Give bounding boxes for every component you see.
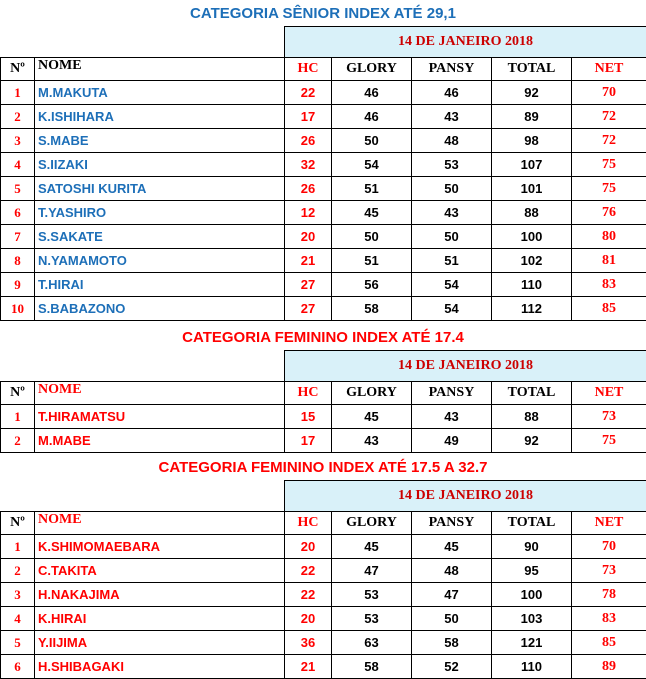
net-score: 83 bbox=[572, 607, 646, 631]
row-number: 3 bbox=[1, 129, 35, 153]
fem2-category-title: CATEGORIA FEMININO INDEX ATÉ 17.5 A 32.7 bbox=[158, 459, 488, 476]
total-score: 107 bbox=[492, 153, 572, 177]
table-row bbox=[1, 177, 646, 201]
header-net: NET bbox=[572, 382, 646, 405]
row-number: 7 bbox=[1, 225, 35, 249]
hc-value: 17 bbox=[285, 105, 332, 129]
table-row bbox=[1, 105, 646, 129]
glory-score: 51 bbox=[332, 249, 412, 273]
table-row bbox=[1, 129, 646, 153]
glory-score: 58 bbox=[332, 297, 412, 321]
table-row bbox=[1, 405, 646, 429]
player-name: S.BABAZONO bbox=[35, 297, 285, 321]
glory-score: 54 bbox=[332, 153, 412, 177]
net-score: 85 bbox=[572, 297, 646, 321]
total-score: 102 bbox=[492, 249, 572, 273]
glory-score: 51 bbox=[332, 177, 412, 201]
hc-value: 15 bbox=[285, 405, 332, 429]
player-name: S.IIZAKI bbox=[35, 153, 285, 177]
pansy-score: 50 bbox=[412, 225, 492, 249]
header-hc: HC bbox=[285, 58, 332, 81]
total-score: 95 bbox=[492, 559, 572, 583]
header-hc: HC bbox=[285, 512, 332, 535]
pansy-score: 49 bbox=[412, 429, 492, 453]
hc-value: 12 bbox=[285, 201, 332, 225]
glory-score: 47 bbox=[332, 559, 412, 583]
hc-value: 27 bbox=[285, 297, 332, 321]
player-name: H.NAKAJIMA bbox=[35, 583, 285, 607]
row-number: 2 bbox=[1, 105, 35, 129]
fem1-header-row bbox=[1, 382, 646, 405]
hc-value: 27 bbox=[285, 273, 332, 297]
net-score: 76 bbox=[572, 201, 646, 225]
net-score: 72 bbox=[572, 105, 646, 129]
row-number: 2 bbox=[1, 559, 35, 583]
player-name: K.ISHIHARA bbox=[35, 105, 285, 129]
header-pansy: PANSY bbox=[412, 382, 492, 405]
total-score: 89 bbox=[492, 105, 572, 129]
glory-score: 53 bbox=[332, 607, 412, 631]
header-no: Nº bbox=[1, 58, 35, 81]
row-number: 10 bbox=[1, 297, 35, 321]
net-score: 89 bbox=[572, 655, 646, 679]
header-name: NOME bbox=[35, 382, 285, 405]
table-row bbox=[1, 607, 646, 631]
table-row bbox=[1, 81, 646, 105]
hc-value: 21 bbox=[285, 655, 332, 679]
fem2-date: 14 DE JANEIRO 2018 bbox=[285, 481, 646, 512]
row-number: 6 bbox=[1, 201, 35, 225]
hc-value: 22 bbox=[285, 81, 332, 105]
player-name: N.YAMAMOTO bbox=[35, 249, 285, 273]
table-row bbox=[1, 535, 646, 559]
header-total: TOTAL bbox=[492, 382, 572, 405]
senior-category-title: CATEGORIA SÊNIOR INDEX ATÉ 29,1 bbox=[190, 5, 456, 22]
player-name: T.YASHIRO bbox=[35, 201, 285, 225]
header-total: TOTAL bbox=[492, 512, 572, 535]
net-score: 70 bbox=[572, 81, 646, 105]
pansy-score: 43 bbox=[412, 405, 492, 429]
table-row bbox=[1, 583, 646, 607]
total-score: 88 bbox=[492, 405, 572, 429]
senior-date-row bbox=[1, 27, 646, 58]
pansy-score: 54 bbox=[412, 297, 492, 321]
hc-value: 26 bbox=[285, 177, 332, 201]
header-no: Nº bbox=[1, 382, 35, 405]
total-score: 90 bbox=[492, 535, 572, 559]
row-number: 2 bbox=[1, 429, 35, 453]
player-name: C.TAKITA bbox=[35, 559, 285, 583]
pansy-score: 51 bbox=[412, 249, 492, 273]
header-hc: HC bbox=[285, 382, 332, 405]
glory-score: 50 bbox=[332, 225, 412, 249]
header-glory: GLORY bbox=[332, 382, 412, 405]
pansy-score: 48 bbox=[412, 129, 492, 153]
total-score: 92 bbox=[492, 81, 572, 105]
fem2-results-table bbox=[0, 480, 646, 679]
row-number: 8 bbox=[1, 249, 35, 273]
hc-value: 20 bbox=[285, 225, 332, 249]
header-net: NET bbox=[572, 512, 646, 535]
row-number: 9 bbox=[1, 273, 35, 297]
hc-value: 32 bbox=[285, 153, 332, 177]
net-score: 81 bbox=[572, 249, 646, 273]
net-score: 72 bbox=[572, 129, 646, 153]
total-score: 103 bbox=[492, 607, 572, 631]
fem1-date-row bbox=[1, 351, 646, 382]
row-number: 6 bbox=[1, 655, 35, 679]
pansy-score: 50 bbox=[412, 607, 492, 631]
player-name: K.HIRAI bbox=[35, 607, 285, 631]
table-row bbox=[1, 225, 646, 249]
pansy-score: 54 bbox=[412, 273, 492, 297]
header-total: TOTAL bbox=[492, 58, 572, 81]
header-name: NOME bbox=[35, 58, 285, 81]
header-net: NET bbox=[572, 58, 646, 81]
row-number: 5 bbox=[1, 631, 35, 655]
total-score: 101 bbox=[492, 177, 572, 201]
total-score: 92 bbox=[492, 429, 572, 453]
header-pansy: PANSY bbox=[412, 58, 492, 81]
table-row bbox=[1, 273, 646, 297]
net-score: 85 bbox=[572, 631, 646, 655]
hc-value: 20 bbox=[285, 535, 332, 559]
glory-score: 43 bbox=[332, 429, 412, 453]
glory-score: 63 bbox=[332, 631, 412, 655]
row-number: 1 bbox=[1, 405, 35, 429]
pansy-score: 48 bbox=[412, 559, 492, 583]
net-score: 78 bbox=[572, 583, 646, 607]
fem1-date: 14 DE JANEIRO 2018 bbox=[285, 351, 646, 382]
hc-value: 20 bbox=[285, 607, 332, 631]
total-score: 110 bbox=[492, 655, 572, 679]
fem2-date-row bbox=[1, 481, 646, 512]
senior-header-row bbox=[1, 58, 646, 81]
player-name: K.SHIMOMAEBARA bbox=[35, 535, 285, 559]
pansy-score: 43 bbox=[412, 201, 492, 225]
player-name: M.MAKUTA bbox=[35, 81, 285, 105]
table-row bbox=[1, 153, 646, 177]
row-number: 4 bbox=[1, 607, 35, 631]
row-number: 5 bbox=[1, 177, 35, 201]
senior-results-table bbox=[0, 26, 646, 321]
row-number: 4 bbox=[1, 153, 35, 177]
net-score: 75 bbox=[572, 429, 646, 453]
pansy-score: 58 bbox=[412, 631, 492, 655]
player-name: H.SHIBAGAKI bbox=[35, 655, 285, 679]
total-score: 100 bbox=[492, 583, 572, 607]
pansy-score: 52 bbox=[412, 655, 492, 679]
player-name: T.HIRAMATSU bbox=[35, 405, 285, 429]
table-row bbox=[1, 297, 646, 321]
hc-value: 17 bbox=[285, 429, 332, 453]
table-row bbox=[1, 201, 646, 225]
net-score: 75 bbox=[572, 177, 646, 201]
header-pansy: PANSY bbox=[412, 512, 492, 535]
header-glory: GLORY bbox=[332, 58, 412, 81]
table-row bbox=[1, 559, 646, 583]
hc-value: 22 bbox=[285, 559, 332, 583]
net-score: 83 bbox=[572, 273, 646, 297]
total-score: 88 bbox=[492, 201, 572, 225]
pansy-score: 46 bbox=[412, 81, 492, 105]
hc-value: 26 bbox=[285, 129, 332, 153]
row-number: 1 bbox=[1, 535, 35, 559]
glory-score: 58 bbox=[332, 655, 412, 679]
total-score: 121 bbox=[492, 631, 572, 655]
fem1-category-title: CATEGORIA FEMININO INDEX ATÉ 17.4 bbox=[182, 329, 464, 346]
header-no: Nº bbox=[1, 512, 35, 535]
glory-score: 46 bbox=[332, 81, 412, 105]
player-name: SATOSHI KURITA bbox=[35, 177, 285, 201]
fem1-section bbox=[0, 326, 646, 453]
hc-value: 36 bbox=[285, 631, 332, 655]
net-score: 75 bbox=[572, 153, 646, 177]
glory-score: 45 bbox=[332, 535, 412, 559]
senior-date: 14 DE JANEIRO 2018 bbox=[285, 27, 646, 58]
hc-value: 21 bbox=[285, 249, 332, 273]
row-number: 3 bbox=[1, 583, 35, 607]
pansy-score: 53 bbox=[412, 153, 492, 177]
net-score: 73 bbox=[572, 405, 646, 429]
player-name: Y.IIJIMA bbox=[35, 631, 285, 655]
glory-score: 50 bbox=[332, 129, 412, 153]
table-row bbox=[1, 631, 646, 655]
table-row bbox=[1, 249, 646, 273]
player-name: S.SAKATE bbox=[35, 225, 285, 249]
table-row bbox=[1, 429, 646, 453]
net-score: 70 bbox=[572, 535, 646, 559]
pansy-score: 50 bbox=[412, 177, 492, 201]
pansy-score: 45 bbox=[412, 535, 492, 559]
player-name: S.MABE bbox=[35, 129, 285, 153]
header-glory: GLORY bbox=[332, 512, 412, 535]
table-row bbox=[1, 655, 646, 679]
player-name: M.MABE bbox=[35, 429, 285, 453]
glory-score: 46 bbox=[332, 105, 412, 129]
row-number: 1 bbox=[1, 81, 35, 105]
player-name: T.HIRAI bbox=[35, 273, 285, 297]
glory-score: 45 bbox=[332, 405, 412, 429]
glory-score: 56 bbox=[332, 273, 412, 297]
total-score: 98 bbox=[492, 129, 572, 153]
senior-section bbox=[0, 2, 646, 321]
hc-value: 22 bbox=[285, 583, 332, 607]
fem1-results-table bbox=[0, 350, 646, 453]
header-name: NOME bbox=[35, 512, 285, 535]
glory-score: 53 bbox=[332, 583, 412, 607]
net-score: 73 bbox=[572, 559, 646, 583]
pansy-score: 47 bbox=[412, 583, 492, 607]
fem2-section bbox=[0, 456, 646, 679]
total-score: 112 bbox=[492, 297, 572, 321]
fem2-header-row bbox=[1, 512, 646, 535]
total-score: 110 bbox=[492, 273, 572, 297]
net-score: 80 bbox=[572, 225, 646, 249]
glory-score: 45 bbox=[332, 201, 412, 225]
pansy-score: 43 bbox=[412, 105, 492, 129]
total-score: 100 bbox=[492, 225, 572, 249]
